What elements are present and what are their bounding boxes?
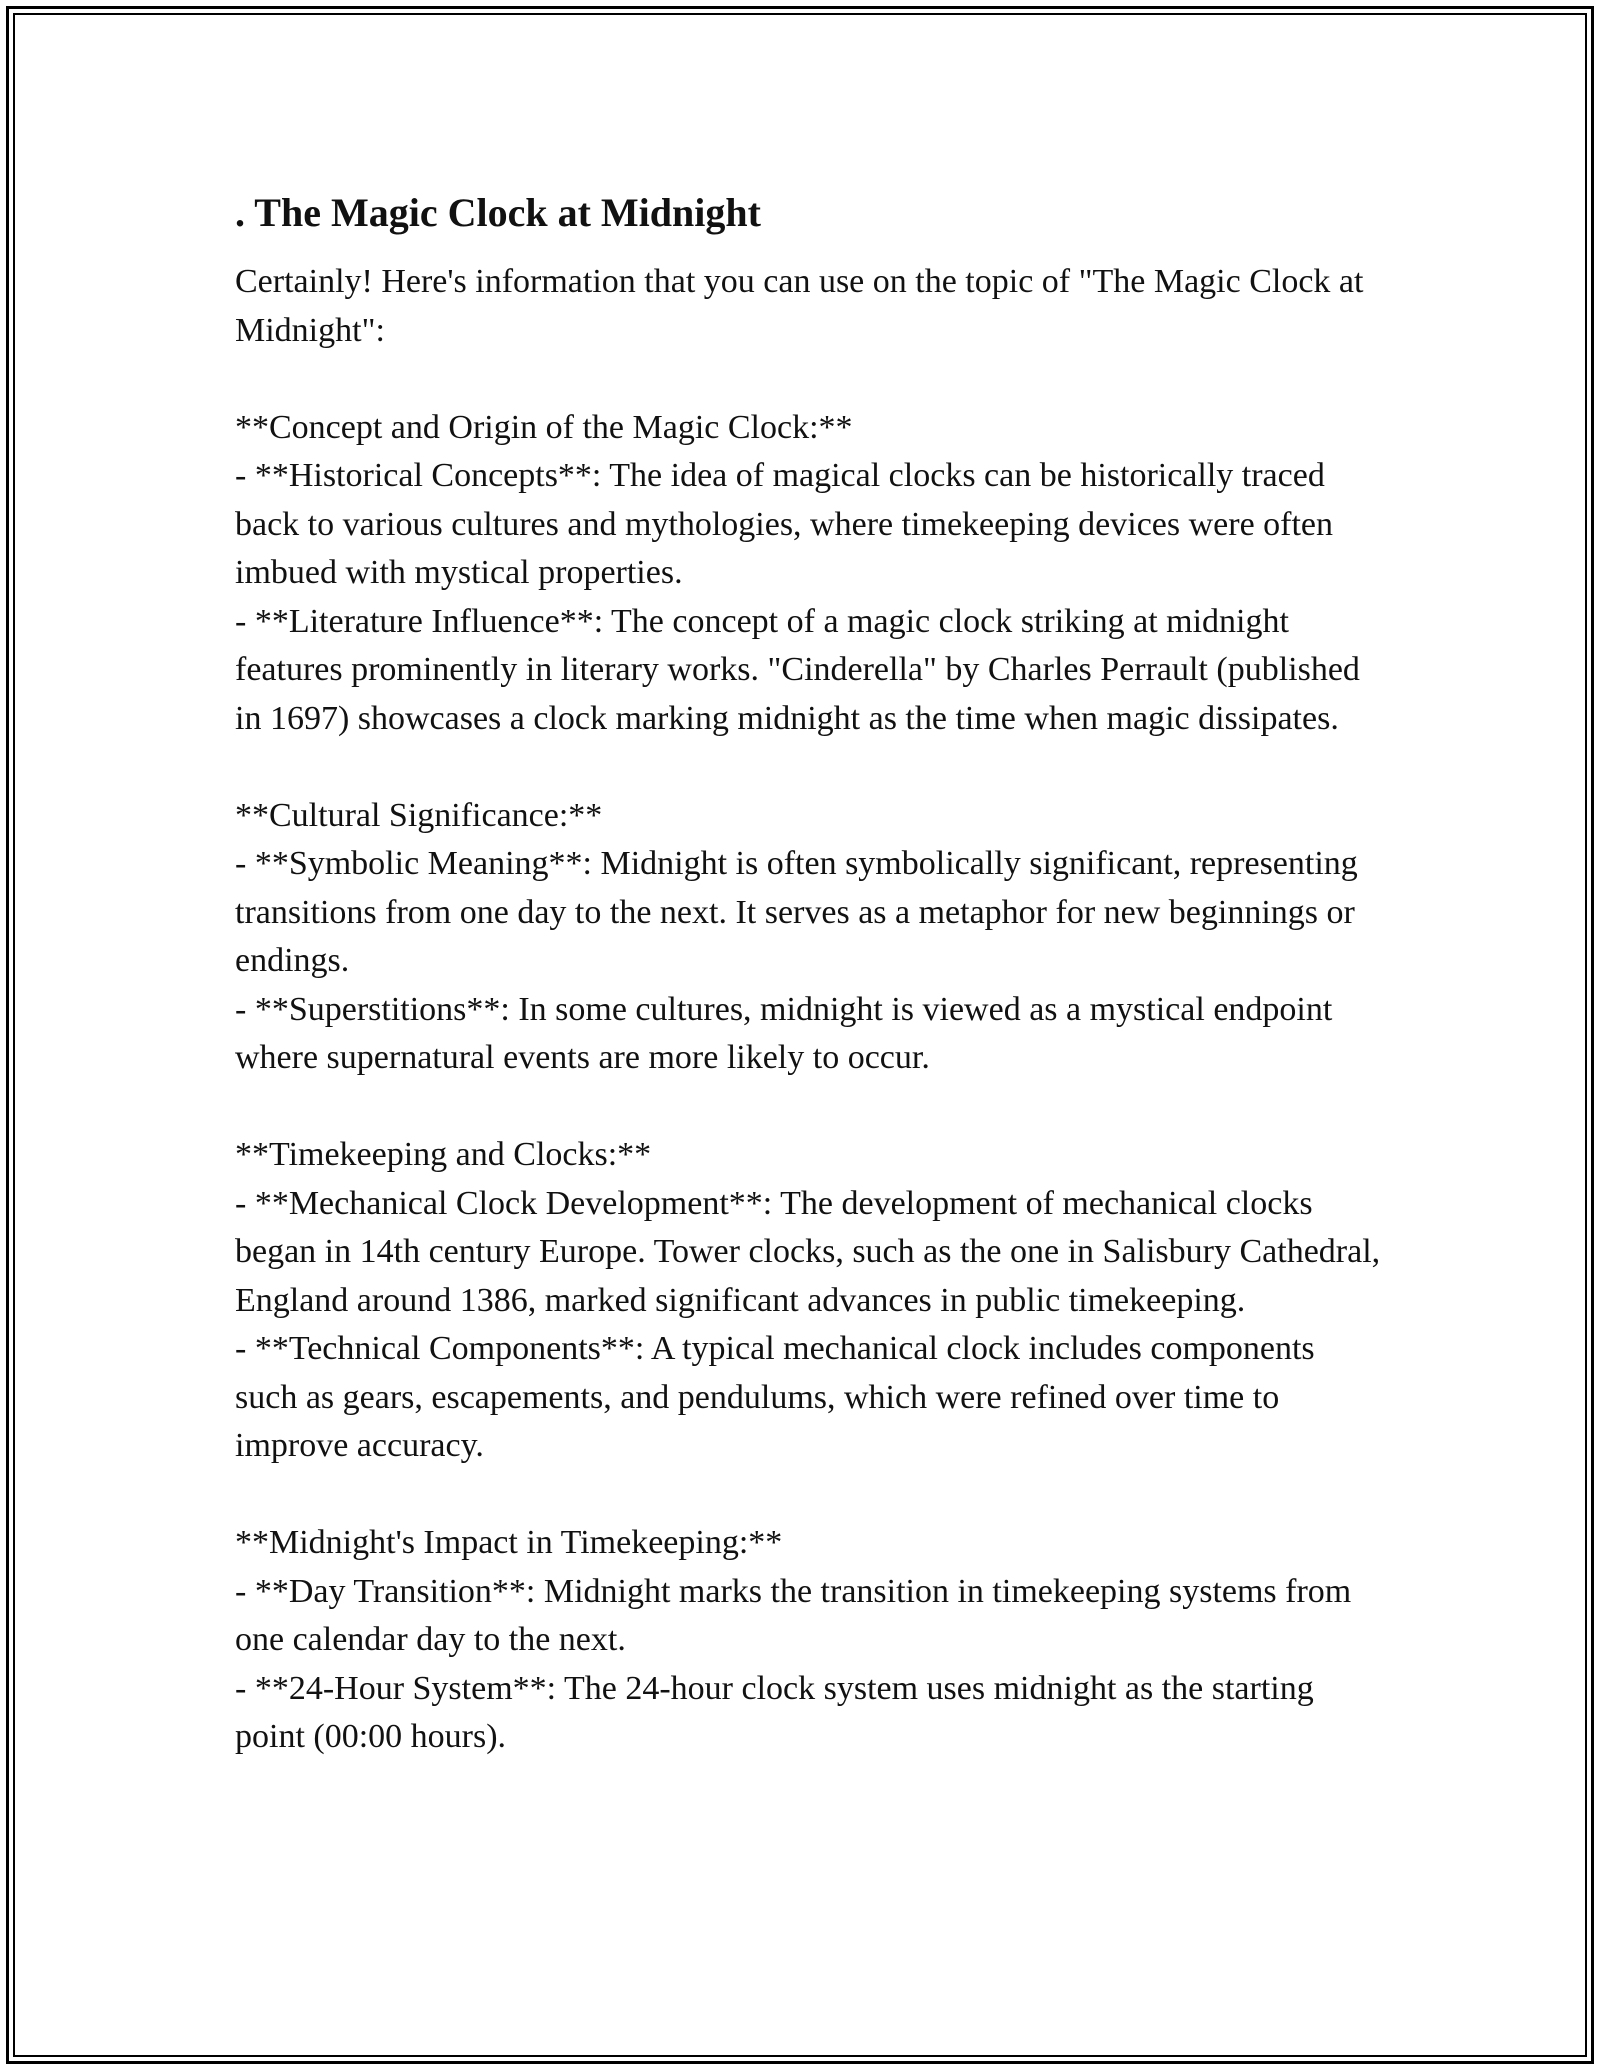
document-title: . The Magic Clock at Midnight bbox=[235, 190, 761, 235]
document-body: Certainly! Here's information that you can use on the topic of "The Magic Clock at Midnight": **Concept and Origin of the Magic Clock:** - **Historical Concepts**: The idea of magical clocks can be historically traced back to various cultures and mythologies, where timekeeping devices were often imbued with mystical properties. - **Literature Influence**: The concept of a magic clock striking at midnight features prominently in literary works. "Cinderella" by Charles Perrault (published in 1697) showcases a clock marking midnight as the time when magic dissipates. **Cultural Significance:** - **Symbolic Meaning**: Midnight is often symbolically significant, representing transitions from one day to the next. It serves as a metaphor for new beginnings or endings. - **Superstitions**: In some cultures, midnight is viewed as a mystical endpoint where supernatural events are more likely to occur. **Timekeeping and Clocks:** - **Mechanical Clock Development**: The development of mechanical clocks began in 14th century Europe. Tower clocks, such as the one in Salisbury Cathedral, England around 1386, marked significant advances in public timekeeping. - **Technical Components**: A typical mechanical clock includes components such as gears, escapements, and pendulums, which were refined over time to improve accuracy. **Midnight's Impact in Timekeeping:** - **Day Transition**: Midnight marks the transition in timekeeping systems from one calendar day to the next. - **24-Hour System**: The 24-hour clock system uses midnight as the starting point (00:00 hours). bbox=[235, 263, 1381, 1755]
document-content bbox=[235, 186, 1385, 1762]
